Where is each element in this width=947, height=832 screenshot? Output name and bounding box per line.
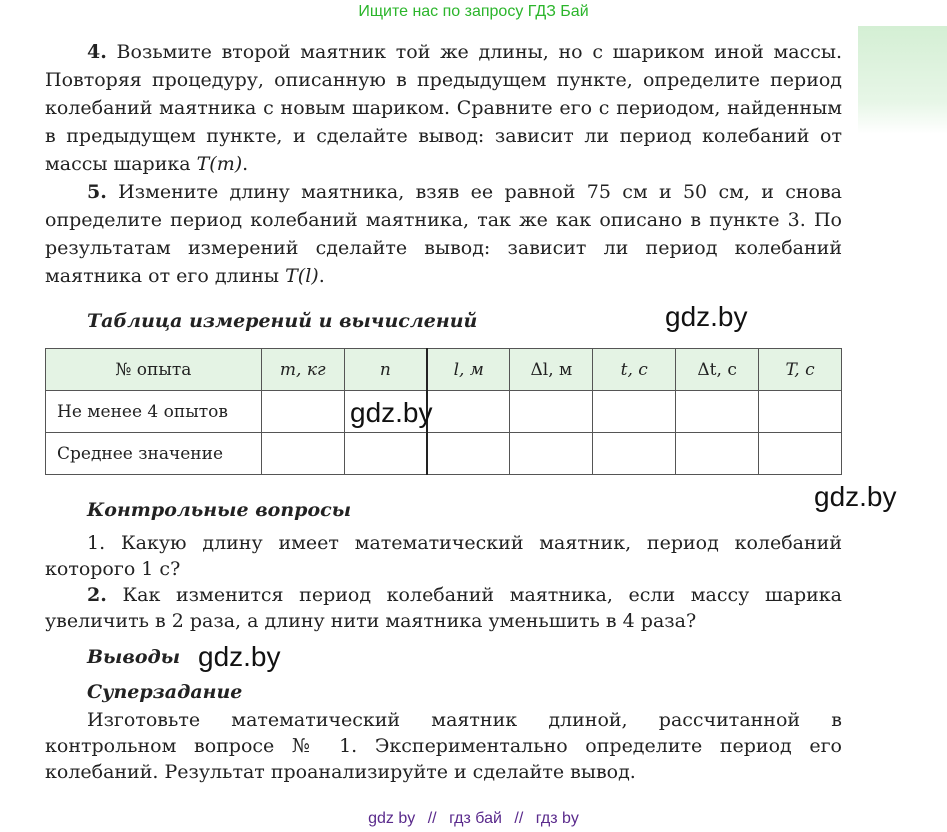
footer-separator: // [514, 810, 524, 827]
paragraph-4-end: . [242, 153, 249, 175]
table-cell [427, 433, 510, 475]
paragraph-4 [45, 38, 842, 178]
header-period: T, с [759, 349, 842, 391]
table-cell [510, 391, 593, 433]
watermark: gdz.by [665, 301, 748, 332]
table-cell [261, 391, 344, 433]
table-header-row [46, 349, 842, 391]
table-cell [759, 433, 842, 475]
table-cell [593, 391, 676, 433]
table-cell [510, 433, 593, 475]
header-experiment: № опыта [46, 349, 262, 391]
paragraph-5-number: 5. [87, 181, 107, 203]
watermark: gdz.by [814, 481, 897, 512]
table-title: Таблица измерений и вычислений [87, 310, 478, 332]
header-delta-time: Δt, с [676, 349, 759, 391]
question-1-number: 1. [87, 532, 106, 554]
measurement-table [45, 348, 842, 475]
footer-separator: // [427, 810, 437, 827]
row-label-average: Среднее значение [46, 433, 262, 475]
table-cell [344, 433, 427, 475]
paragraph-5-end: . [318, 265, 325, 287]
row-label-experiments: Не менее 4 опытов [46, 391, 262, 433]
table-row [46, 391, 842, 433]
supertask-text: Изготовьте математический маятник длиной, рассчитанной в контрольном вопросе № 1. Экспериментально определите период его колебаний. Результат проанализируйте и сделайте вывод. [45, 709, 842, 783]
watermark: gdz.by [350, 397, 433, 428]
conclusions-title: Выводы [87, 646, 181, 668]
header-delta-length: Δl, м [510, 349, 593, 391]
table-cell [261, 433, 344, 475]
paragraph-5-text: Измените длину маятника, взяв ее равной 75 см и 50 см, и снова определите период колебаний маятника, так же как описано в пункте 3. По результатам измерений сделайте вывод: зависит ли период колебаний маятника от его длины [45, 181, 842, 287]
table-cell [676, 391, 759, 433]
header-mass: m, кг [261, 349, 344, 391]
question-2 [45, 582, 842, 634]
paragraph-4-number: 4. [87, 41, 107, 63]
paragraph-5 [45, 178, 842, 290]
table-cell [676, 433, 759, 475]
question-2-text: Как изменится период колебаний маятника, если массу шарика увеличить в 2 раза, а длину нити маятника уменьшить в 4 раза? [45, 584, 842, 632]
footer-links [0, 808, 947, 830]
footer-link[interactable]: гдз бай [449, 810, 502, 827]
watermark: gdz.by [198, 641, 281, 672]
question-1-text: Какую длину имеет математический маятник, период колебаний которого 1 с? [45, 532, 842, 580]
paragraph-4-text: Возьмите второй маятник той же длины, но с шариком иной массы. Повторяя процедуру, описанную в предыдущем пункте, определите период колебаний маятника с новым шариком. Сравните его с периодом, найденным в предыдущем пункте, и сделайте вывод: зависит ли период колебаний от массы шарика [45, 41, 842, 175]
question-1 [45, 530, 842, 582]
table-cell [427, 391, 510, 433]
supertask-title: Суперзадание [87, 681, 243, 703]
header-length: l, м [427, 349, 510, 391]
control-questions-title: Контрольные вопросы [87, 499, 352, 521]
side-tab-decoration [858, 26, 947, 134]
paragraph-5-formula: T(l) [285, 265, 319, 287]
paragraph-4-formula: T(m) [196, 153, 243, 175]
footer-link[interactable]: гдз by [535, 810, 579, 827]
header-n: n [344, 349, 427, 391]
table-cell [593, 433, 676, 475]
header-time: t, с [593, 349, 676, 391]
footer-link[interactable]: gdz by [368, 810, 416, 827]
top-banner: Ищите нас по запросу ГДЗ Бай [358, 3, 589, 20]
question-2-number: 2. [87, 584, 107, 606]
table-cell [759, 391, 842, 433]
table-row [46, 433, 842, 475]
